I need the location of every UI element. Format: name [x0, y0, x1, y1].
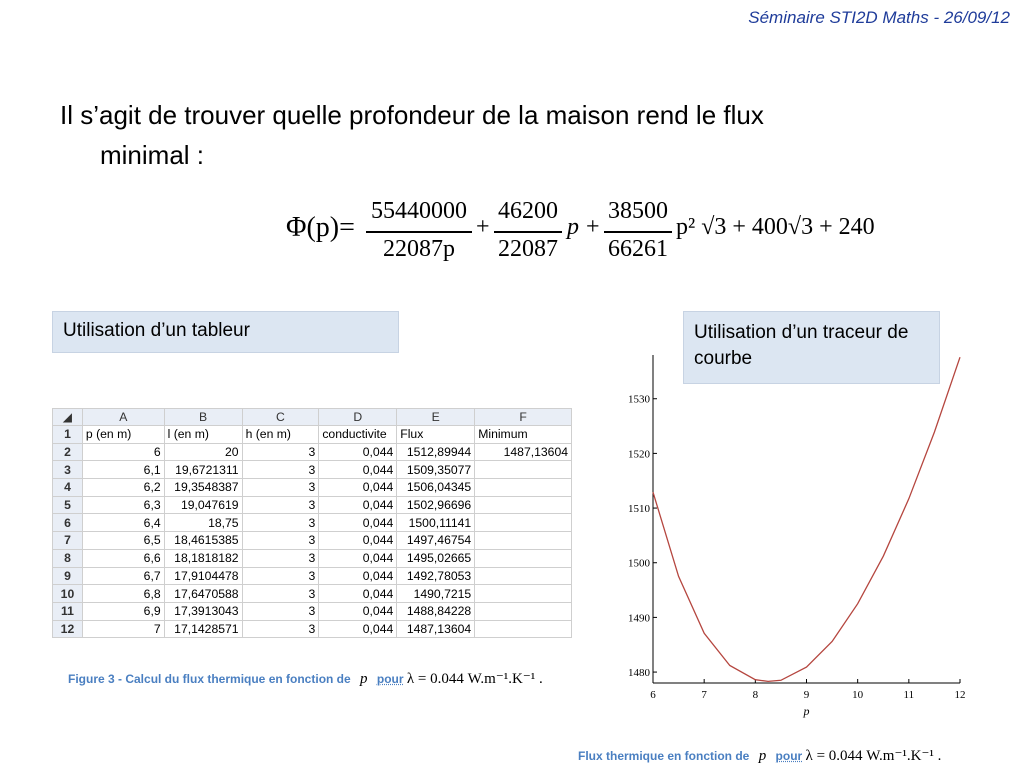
- y-tick-label: 1490: [628, 612, 650, 625]
- cell-p: 6,8: [82, 585, 164, 603]
- cell-conductivite: 0,044: [319, 602, 397, 620]
- row-number: 10: [53, 585, 83, 603]
- cell-flux: 1509,35077: [397, 461, 475, 479]
- cell-flux: 1497,46754: [397, 532, 475, 550]
- cell-h: 3: [242, 602, 319, 620]
- fraction-bar: [604, 231, 672, 233]
- x-tick-label: 11: [903, 689, 915, 701]
- table-row: [53, 549, 572, 567]
- y-tick-label: 1510: [628, 503, 650, 516]
- caption-left-pour: pour: [376, 672, 404, 686]
- cell-h: 3: [242, 532, 319, 550]
- flux-curve-chart: [600, 345, 1000, 725]
- cell-h: 3: [242, 496, 319, 514]
- slide-header: Séminaire STI2D Maths - 26/09/12: [748, 8, 1010, 27]
- caption-left-text: Figure 3 - Calcul du flux thermique en fonction de: [68, 672, 351, 686]
- cell-h: 3: [242, 549, 319, 567]
- row-number: 6: [53, 514, 83, 532]
- row-number: 11: [53, 602, 83, 620]
- y-tick-label: 1520: [628, 448, 650, 461]
- row-number: 5: [53, 496, 83, 514]
- cell-flux: 1488,84228: [397, 602, 475, 620]
- cell-flux: 1490,7215: [397, 585, 475, 603]
- cell-minimum: [475, 532, 572, 550]
- cell-minimum: [475, 479, 572, 497]
- y-tick-label: 1500: [628, 557, 650, 570]
- cell-l: 18,4615385: [164, 532, 242, 550]
- cell-conductivite: 0,044: [319, 567, 397, 585]
- row-number: 8: [53, 549, 83, 567]
- cell-h: 3: [242, 514, 319, 532]
- cell-minimum: 1487,13604: [475, 443, 572, 461]
- cell-l: 17,6470588: [164, 585, 242, 603]
- x-tick-label: 10: [852, 689, 864, 701]
- col-header-f: F: [475, 409, 572, 426]
- intro-line-1: Il s’agit de trouver quelle profondeur de la maison rend le flux: [60, 100, 764, 130]
- cell-flux: 1492,78053: [397, 567, 475, 585]
- column-header-row: [53, 409, 572, 426]
- fraction-bar: [366, 231, 472, 233]
- caption-left-var: p: [360, 671, 368, 687]
- cell-minimum: [475, 549, 572, 567]
- cell-l: 18,1818182: [164, 549, 242, 567]
- x-axis-label: p: [803, 704, 810, 718]
- cell-l: 19,047619: [164, 496, 242, 514]
- cell-p: 6,9: [82, 602, 164, 620]
- x-tick-label: 9: [803, 689, 810, 701]
- cell-conductivite: 0,044: [319, 585, 397, 603]
- caption-left: [68, 669, 543, 688]
- cell-h: 3: [242, 461, 319, 479]
- cell-h: 3: [242, 479, 319, 497]
- cell-conductivite: 0,044: [319, 514, 397, 532]
- corner-cell: ◢: [53, 409, 83, 426]
- row-number: 12: [53, 620, 83, 638]
- cell-header-flux: Flux: [397, 426, 475, 444]
- row-number: 2: [53, 443, 83, 461]
- formula-f3-num: 38500: [608, 198, 668, 224]
- cell-l: 18,75: [164, 514, 242, 532]
- formula-p: p: [567, 214, 579, 240]
- cell-flux: 1500,11141: [397, 514, 475, 532]
- cell-minimum: [475, 514, 572, 532]
- table-row: [53, 585, 572, 603]
- cell-p: 6,7: [82, 567, 164, 585]
- table-row: [53, 461, 572, 479]
- cell-minimum: [475, 585, 572, 603]
- caption-right-var: p: [758, 748, 767, 764]
- cell-p: 6,1: [82, 461, 164, 479]
- cell-flux: 1487,13604: [397, 620, 475, 638]
- x-tick-label: 8: [752, 689, 759, 701]
- formula-f2-num: 46200: [498, 198, 558, 224]
- caption-left-lambda: λ = 0.044 W.m⁻¹.K⁻¹ .: [406, 671, 543, 687]
- cell-p: 6,2: [82, 479, 164, 497]
- fraction-bar: [494, 231, 562, 233]
- table-row: [53, 567, 572, 585]
- caption-right-pour: pour: [775, 749, 803, 763]
- col-header-e: E: [397, 409, 475, 426]
- row-number: 4: [53, 479, 83, 497]
- cell-flux: 1512,89944: [397, 443, 475, 461]
- cell-l: 17,1428571: [164, 620, 242, 638]
- col-header-d: D: [319, 409, 397, 426]
- cell-header-minimum: Minimum: [475, 426, 572, 444]
- caption-right-lambda: λ = 0.044 W.m⁻¹.K⁻¹ .: [805, 748, 942, 764]
- cell-minimum: [475, 620, 572, 638]
- cell-p: 6,4: [82, 514, 164, 532]
- x-tick-label: 6: [650, 689, 656, 701]
- caption-right: [578, 746, 941, 765]
- formula-f2-den: 22087: [498, 236, 558, 262]
- formula-plus-2: +: [586, 214, 600, 240]
- cell-h: 3: [242, 443, 319, 461]
- tableur-label-box: Utilisation d’un tableur: [52, 311, 399, 353]
- cell-conductivite: 0,044: [319, 496, 397, 514]
- intro-line-2: minimal :: [100, 140, 205, 170]
- table-row: [53, 602, 572, 620]
- cell-flux: 1502,96696: [397, 496, 475, 514]
- traceur-label-box: Utilisation d’un traceur de courbe: [683, 311, 940, 384]
- row-number: 1: [53, 426, 83, 444]
- flux-curve-line: [653, 357, 960, 681]
- cell-header-conductivite: conductivite: [319, 426, 397, 444]
- cell-minimum: [475, 496, 572, 514]
- cell-l: 19,6721311: [164, 461, 242, 479]
- cell-header-p: p (en m): [82, 426, 164, 444]
- cell-h: 3: [242, 620, 319, 638]
- formula-f1-num: 55440000: [371, 198, 467, 224]
- cell-p: 6,6: [82, 549, 164, 567]
- cell-l: 19,3548387: [164, 479, 242, 497]
- spreadsheet: [52, 408, 572, 638]
- y-tick-label: 1530: [628, 393, 650, 406]
- table-row: [53, 620, 572, 638]
- table-row: [53, 514, 572, 532]
- formula-tail: p² √3 + 400√3 + 240: [676, 214, 875, 240]
- cell-header-l: l (en m): [164, 426, 242, 444]
- formula-f3-den: 66261: [608, 236, 668, 262]
- cell-l: 20: [164, 443, 242, 461]
- cell-conductivite: 0,044: [319, 532, 397, 550]
- cell-l: 17,9104478: [164, 567, 242, 585]
- row-number: 7: [53, 532, 83, 550]
- col-header-c: C: [242, 409, 319, 426]
- cell-h: 3: [242, 585, 319, 603]
- cell-l: 17,3913043: [164, 602, 242, 620]
- cell-header-h: h (en m): [242, 426, 319, 444]
- formula-f1-den: 22087p: [383, 236, 455, 262]
- cell-minimum: [475, 602, 572, 620]
- x-tick-label: 7: [701, 689, 707, 701]
- cell-minimum: [475, 461, 572, 479]
- formula-lhs: Φ(p)=: [286, 212, 355, 243]
- cell-p: 7: [82, 620, 164, 638]
- cell-conductivite: 0,044: [319, 461, 397, 479]
- col-header-b: B: [164, 409, 242, 426]
- cell-h: 3: [242, 567, 319, 585]
- intro-text: [60, 95, 960, 175]
- table-row: [53, 479, 572, 497]
- cell-p: 6,3: [82, 496, 164, 514]
- cell-conductivite: 0,044: [319, 549, 397, 567]
- row-number: 9: [53, 567, 83, 585]
- cell-p: 6,5: [82, 532, 164, 550]
- table-row: [53, 532, 572, 550]
- row-number: 3: [53, 461, 83, 479]
- table-row: [53, 496, 572, 514]
- cell-flux: 1506,04345: [397, 479, 475, 497]
- cell-minimum: [475, 567, 572, 585]
- table-row: [53, 426, 572, 444]
- formula-plus-1: +: [476, 214, 490, 240]
- cell-flux: 1495,02665: [397, 549, 475, 567]
- x-tick-label: 12: [954, 689, 966, 701]
- cell-p: 6: [82, 443, 164, 461]
- col-header-a: A: [82, 409, 164, 426]
- cell-conductivite: 0,044: [319, 620, 397, 638]
- table-row: [53, 443, 572, 461]
- y-tick-label: 1480: [628, 667, 650, 680]
- caption-right-text: Flux thermique en fonction de: [578, 749, 750, 763]
- cell-conductivite: 0,044: [319, 479, 397, 497]
- cell-conductivite: 0,044: [319, 443, 397, 461]
